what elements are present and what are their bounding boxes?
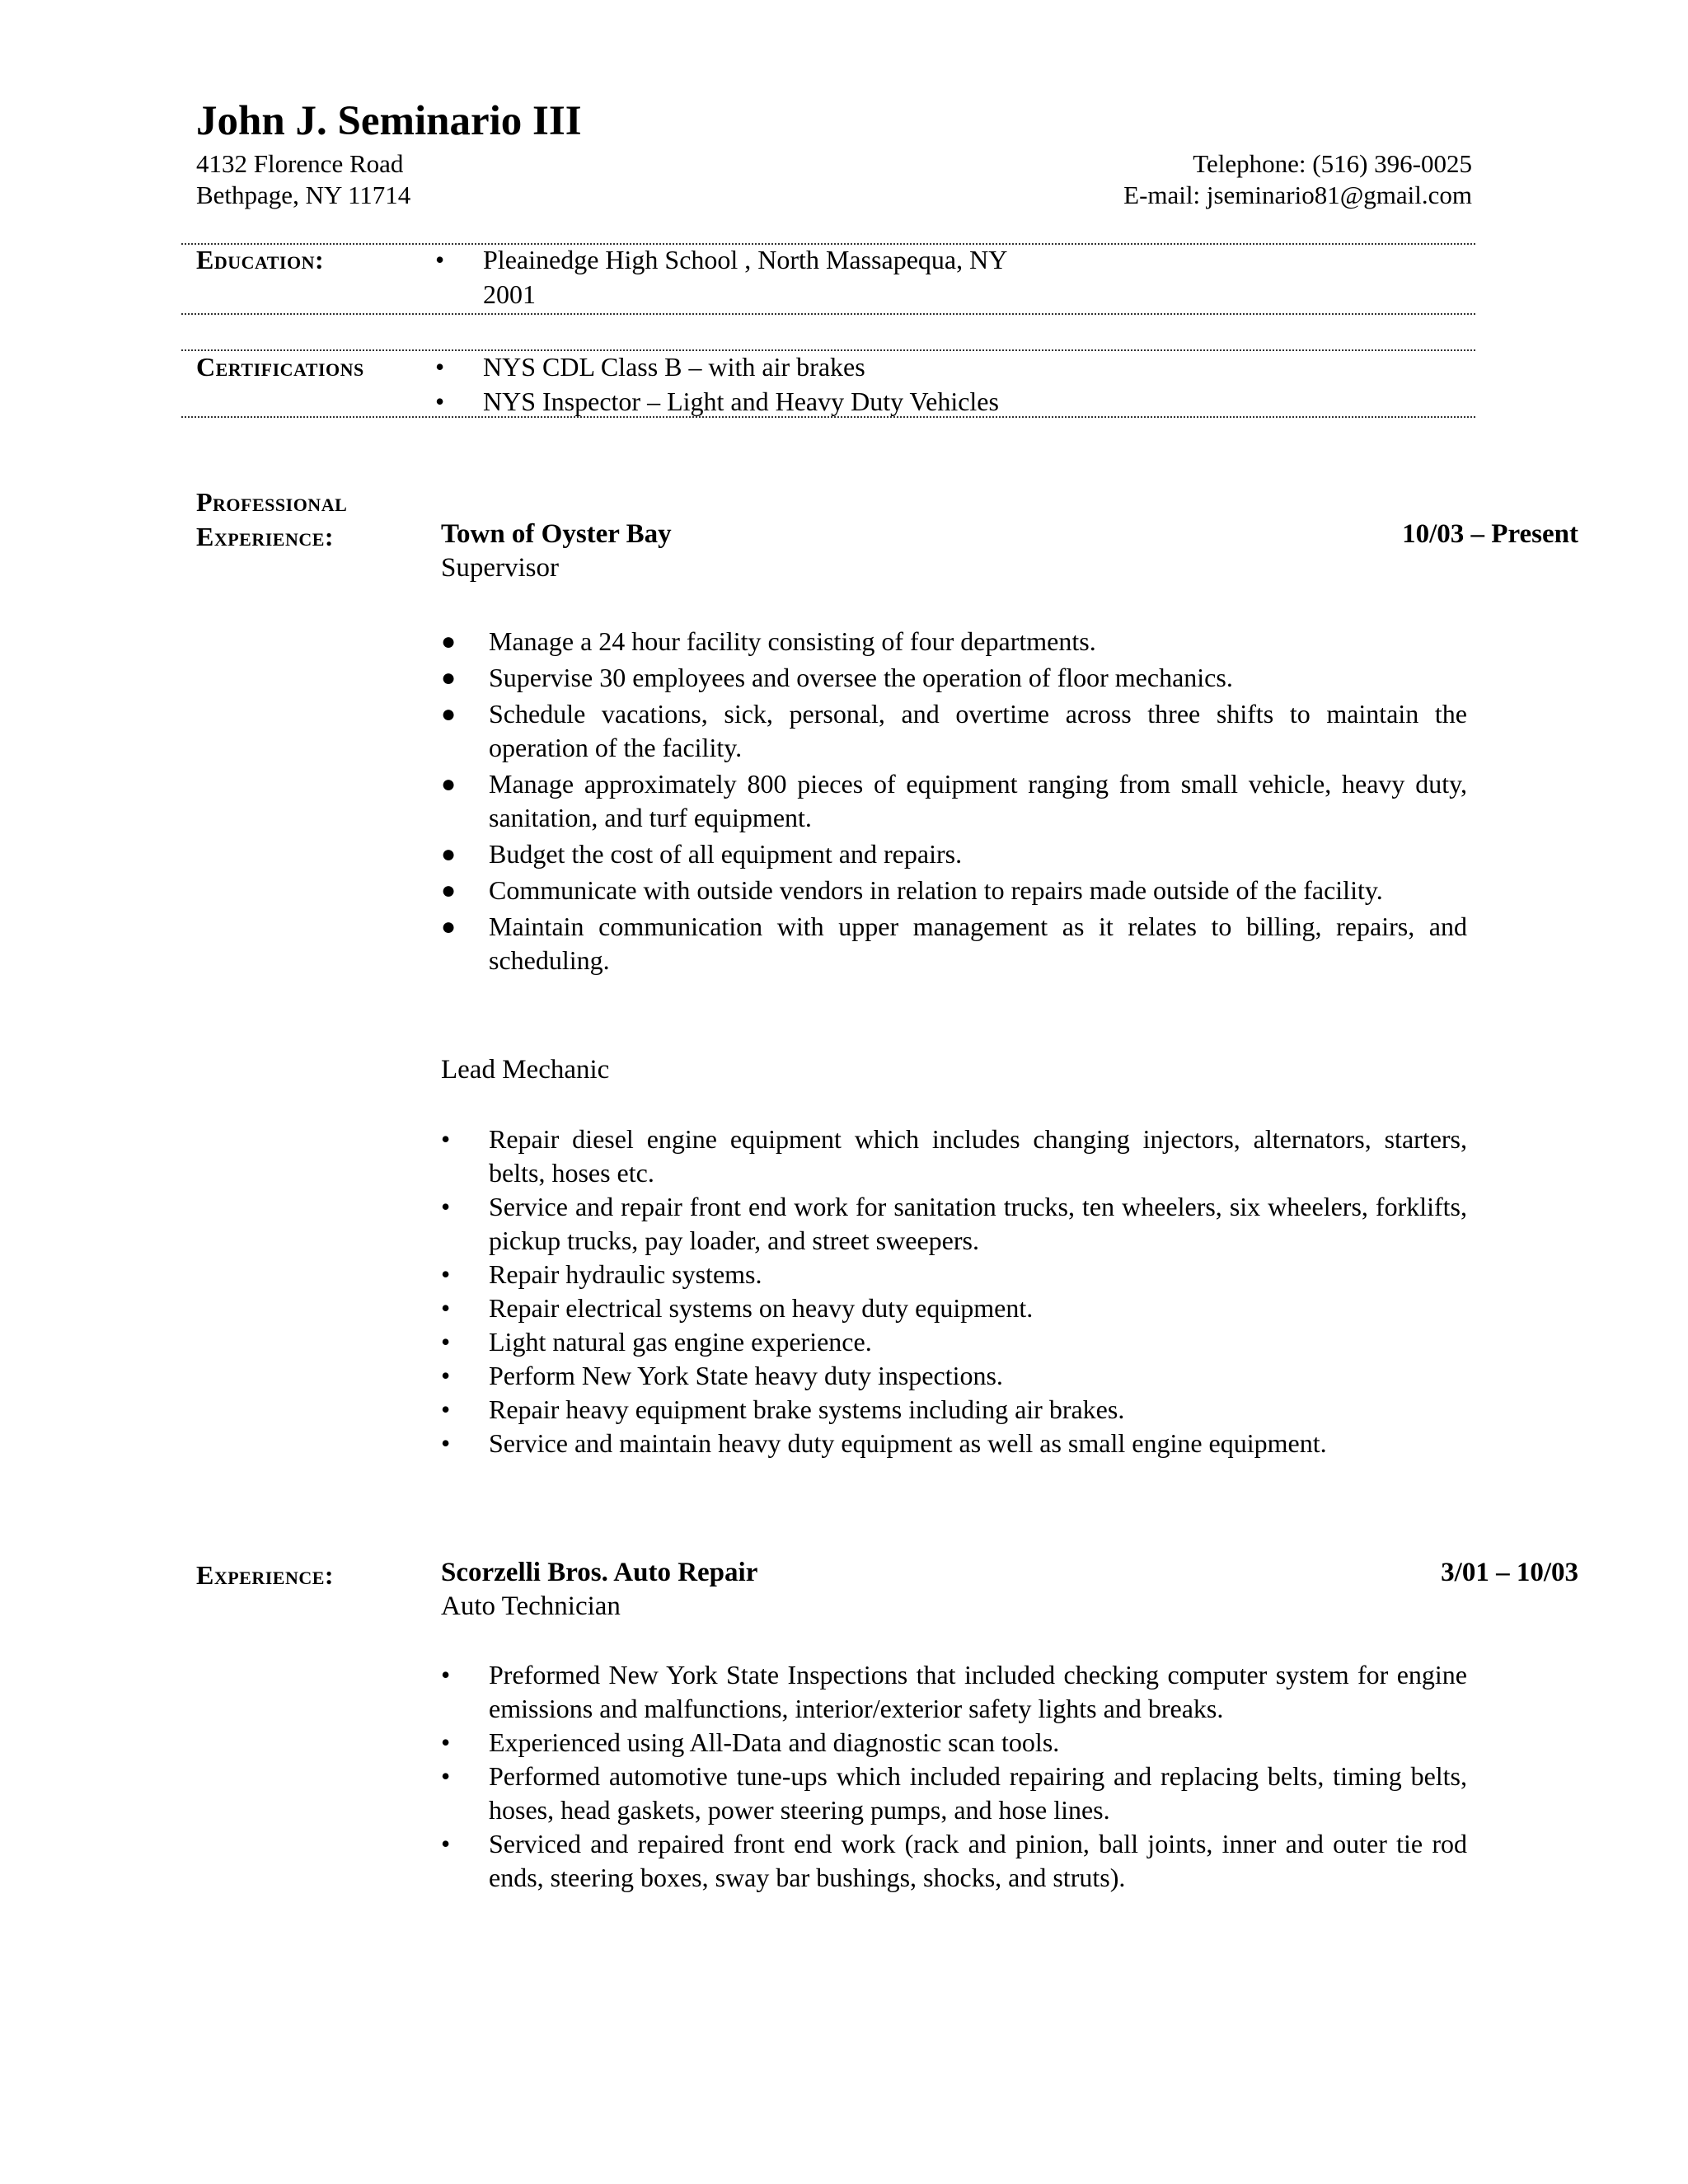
bullet: • bbox=[435, 387, 445, 416]
bullet: • bbox=[441, 1727, 451, 1757]
certification: NYS CDL Class B – with air brakes bbox=[483, 352, 865, 382]
professional-experience-label bbox=[196, 485, 347, 554]
address-line-2: Bethpage, NY 11714 bbox=[196, 180, 411, 209]
employer-name: Town of Oyster Bay bbox=[441, 519, 672, 549]
telephone: Telephone: (516) 396-0025 bbox=[1193, 149, 1472, 178]
list-item bbox=[441, 1393, 1467, 1427]
mechanic-duties bbox=[441, 1122, 1467, 1460]
bullet: • bbox=[441, 1394, 451, 1424]
list-item bbox=[441, 1291, 1467, 1325]
supervisor-duties bbox=[441, 625, 1467, 980]
list-item bbox=[441, 697, 1467, 765]
duty-text: Schedule vacations, sick, personal, and overtime across three shifts to maintain the operation of the facility. bbox=[489, 699, 1467, 762]
duty-text: Repair diesel engine equipment which includes changing injectors, alternators, starters, belts, hoses etc. bbox=[489, 1124, 1467, 1188]
duty-text: Repair heavy equipment brake systems including air brakes. bbox=[489, 1394, 1125, 1424]
duty-text: Maintain communication with upper management as it relates to billing, repairs, and scheduling. bbox=[489, 912, 1467, 975]
divider bbox=[181, 313, 1475, 315]
certifications-list bbox=[435, 349, 999, 419]
list-item bbox=[441, 837, 1467, 871]
duty-text: Preformed New York State Inspections that included checking computer system for engine emissions and malfunctions, interior/exterior safety lights and breaks. bbox=[489, 1660, 1467, 1723]
bullet: ● bbox=[441, 664, 457, 691]
bullet: • bbox=[441, 1829, 451, 1858]
duty-text: Repair electrical systems on heavy duty equipment. bbox=[489, 1293, 1034, 1323]
bullet: • bbox=[441, 1660, 451, 1690]
duty-text: Repair hydraulic systems. bbox=[489, 1259, 762, 1289]
list-item bbox=[441, 874, 1467, 907]
address-line-1: 4132 Florence Road bbox=[196, 149, 404, 178]
job-role: Supervisor bbox=[441, 553, 559, 583]
job-header bbox=[441, 519, 1578, 550]
bullet: • bbox=[441, 1361, 451, 1390]
duty-text: Service and repair front end work for sanitation trucks, ten wheelers, six wheelers, forklifts, pickup trucks, pay loader, and street sweepers. bbox=[489, 1192, 1467, 1255]
bullet: ● bbox=[441, 701, 457, 728]
list-item bbox=[441, 910, 1467, 977]
job-role: Lead Mechanic bbox=[441, 1055, 610, 1085]
list-item bbox=[441, 1325, 1467, 1359]
bullet: • bbox=[441, 1192, 451, 1221]
list-item bbox=[441, 661, 1467, 695]
list-item bbox=[435, 242, 1007, 277]
duty-text: Supervise 30 employees and oversee the operation of floor mechanics. bbox=[489, 663, 1233, 692]
employment-dates: 3/01 – 10/03 bbox=[1441, 1558, 1578, 1587]
duty-text: Manage approximately 800 pieces of equipment ranging from small vehicle, heavy duty, sanitation, and turf equipment. bbox=[489, 769, 1467, 832]
job-role: Auto Technician bbox=[441, 1591, 621, 1621]
list-item bbox=[441, 1827, 1467, 1895]
bullet: • bbox=[435, 245, 445, 274]
duty-text: Service and maintain heavy duty equipment as well as small engine equipment. bbox=[489, 1428, 1327, 1458]
divider bbox=[181, 416, 1475, 418]
list-item bbox=[441, 1359, 1467, 1393]
address-block bbox=[196, 148, 410, 211]
duty-text: Light natural gas engine experience. bbox=[489, 1327, 872, 1357]
list-item bbox=[435, 384, 999, 419]
list-item bbox=[441, 1427, 1467, 1460]
school-name: Pleainedge High School , North Massapequa, NY bbox=[483, 245, 1008, 274]
education-entry bbox=[435, 242, 1007, 312]
label-line: Professional bbox=[196, 487, 348, 517]
list-item bbox=[441, 625, 1467, 658]
experience-label: Experience: bbox=[196, 1560, 335, 1590]
email: E-mail: jseminario81@gmail.com bbox=[1123, 180, 1472, 209]
certifications-label: Certifications bbox=[196, 352, 364, 382]
bullet: ● bbox=[441, 877, 457, 904]
contact-block bbox=[1123, 148, 1472, 211]
duty-text: Experienced using All-Data and diagnostic scan tools. bbox=[489, 1727, 1060, 1757]
list-item bbox=[441, 767, 1467, 835]
graduation-year: 2001 bbox=[483, 279, 536, 309]
duty-text: Manage a 24 hour facility consisting of four departments. bbox=[489, 626, 1096, 656]
list-item bbox=[441, 1760, 1467, 1827]
list-item bbox=[441, 1258, 1467, 1291]
list-item bbox=[441, 1190, 1467, 1258]
bullet: ● bbox=[441, 628, 457, 655]
duty-text: Serviced and repaired front end work (rack and pinion, ball joints, inner and outer tie rod ends, steering boxes, sway bar bushings, shocks, and struts). bbox=[489, 1829, 1467, 1892]
applicant-name: John J. Seminario III bbox=[196, 98, 582, 144]
bullet: • bbox=[441, 1124, 451, 1154]
bullet: • bbox=[441, 1293, 451, 1323]
bullet: • bbox=[441, 1327, 451, 1357]
label-line: Experience: bbox=[196, 522, 335, 551]
duty-text: Perform New York State heavy duty inspections. bbox=[489, 1361, 1003, 1390]
list-item bbox=[441, 1122, 1467, 1190]
list-item bbox=[435, 349, 999, 384]
certification: NYS Inspector – Light and Heavy Duty Vehicles bbox=[483, 387, 999, 416]
bullet: • bbox=[441, 1259, 451, 1289]
list-item bbox=[441, 1726, 1467, 1760]
bullet: • bbox=[435, 352, 445, 382]
bullet: ● bbox=[441, 841, 457, 868]
technician-duties bbox=[441, 1658, 1467, 1895]
duty-text: Performed automotive tune-ups which included repairing and replacing belts, timing belts, hoses, head gaskets, power steering pumps, and hose lines. bbox=[489, 1761, 1467, 1825]
employment-dates: 10/03 – Present bbox=[1402, 519, 1578, 549]
education-label: Education: bbox=[196, 245, 325, 274]
bullet: • bbox=[441, 1761, 451, 1791]
list-item bbox=[441, 1658, 1467, 1726]
duty-text: Budget the cost of all equipment and repairs. bbox=[489, 839, 963, 869]
duty-text: Communicate with outside vendors in relation to repairs made outside of the facility. bbox=[489, 875, 1383, 905]
bullet: • bbox=[441, 1428, 451, 1458]
bullet: ● bbox=[441, 913, 457, 940]
employer-name: Scorzelli Bros. Auto Repair bbox=[441, 1558, 758, 1587]
bullet: ● bbox=[441, 771, 457, 798]
job-header bbox=[441, 1558, 1578, 1588]
